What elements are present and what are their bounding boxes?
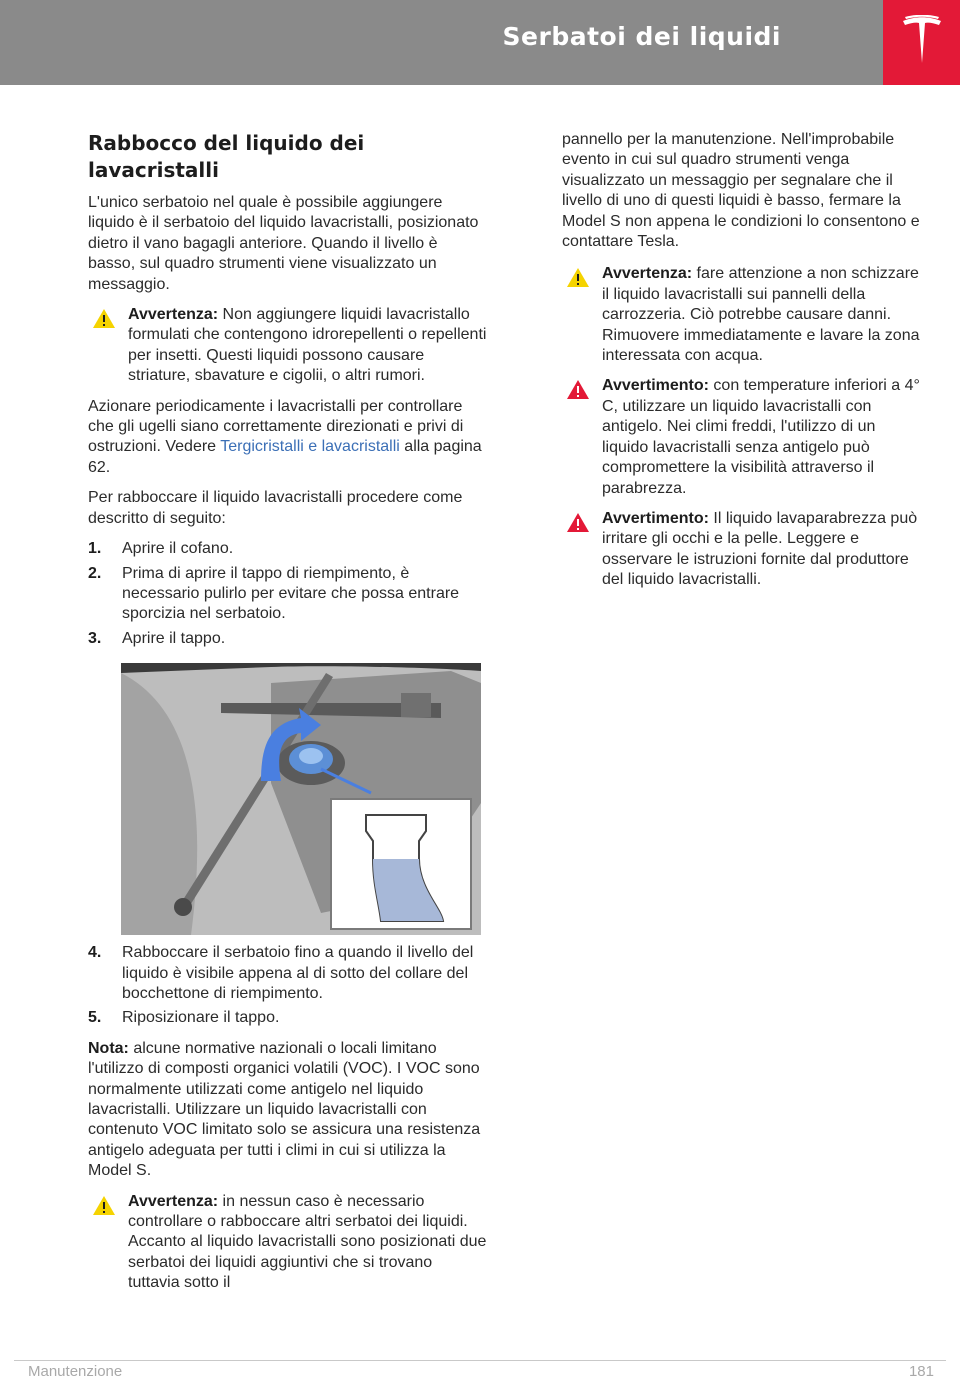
warning-block — [88, 305, 488, 387]
caution-triangle-icon — [566, 512, 590, 533]
step-text: Rabboccare il serbatoio fino a quando il livello del liquido è visibile appena al di sotto del collare del bocchettone di riempimento. — [122, 944, 474, 1002]
caution-block — [562, 376, 922, 498]
check-text: Azionare periodicamente i lavacristalli per controllare che gli ugelli siano correttamente direzionati e privi di ostruzioni. Vedere — [88, 397, 464, 456]
footer-section: Manutenzione — [28, 1363, 123, 1380]
continuation-paragraph: pannello per la manutenzione. Nell'improbabile evento in cui sul quadro strumenti venga visualizzato un messaggio per segnalare che il livello di uno di questi liquidi è basso, fermare la Model S non appena le condizioni lo consentono e contattare Tesla. — [562, 131, 920, 251]
reservoir-illustration — [121, 663, 481, 935]
step-number: 4. — [88, 944, 102, 962]
note-paragraph — [88, 1039, 488, 1182]
wipers-link[interactable]: Tergicristalli e lavacristalli — [220, 438, 400, 456]
warning-triangle-icon — [566, 267, 590, 288]
left-column — [88, 130, 488, 1304]
caution-label: Avvertimento: — [602, 509, 709, 527]
page-number: 181 — [908, 1363, 934, 1380]
caution-triangle-icon — [566, 379, 590, 400]
note-text: alcune normative nazionali o locali limitano l'utilizzo di composti organici volatili (VOC). I VOC sono normalmente utilizzati come antigelo nel liquido lavacristalli. Utilizzare un liquido lavacristalli con contenuto VOC limitato solo se assicura una resistenza antigelo adeguata per tutti i climi in cui si utilizza la Model S. — [88, 1039, 481, 1180]
intro-paragraph: L'unico serbatoio nel quale è possibile aggiungere liquido è il serbatoio del liquido lavacristalli, posizionato dietro il vano bagagli anteriore. Quando il livello è basso, sul quadro strumenti viene visualizzato un messaggio. — [88, 194, 479, 293]
warning-label: Avvertenza: — [128, 306, 219, 324]
check-suffix: alla pagina 62. — [88, 438, 482, 476]
note-label: Nota: — [88, 1039, 129, 1057]
tesla-logo-icon — [901, 15, 943, 67]
step-number: 5. — [88, 1009, 102, 1027]
section-heading: Rabbocco del liquido dei lavacristalli — [88, 131, 365, 182]
step-text: Riposizionare il tappo. — [122, 1009, 280, 1027]
step-item — [88, 943, 488, 1004]
warning-label: Avvertenza: — [128, 1192, 219, 1210]
warning-block — [88, 1192, 488, 1294]
step-item — [88, 629, 488, 649]
step-item — [88, 1008, 488, 1028]
header-bar — [0, 0, 883, 85]
right-column — [562, 130, 922, 601]
page-title: Serbatoi dei liquidi — [502, 22, 781, 51]
step-number: 1. — [88, 540, 102, 558]
step-item — [88, 539, 488, 559]
caution-text: Il liquido lavaparabrezza può irritare gli occhi e la pelle. Leggere e osservare le istruzioni fornite dal produttore del liquido lavacristalli. — [602, 509, 918, 589]
warning-label: Avvertenza: — [602, 265, 693, 283]
footer-divider — [14, 1360, 946, 1361]
check-paragraph — [88, 397, 488, 479]
warning-block — [562, 264, 922, 366]
caution-label: Avvertimento: — [602, 377, 709, 395]
warning-text: fare attenzione a non schizzare il liquido lavacristalli sui pannelli della carrozzeria. Ciò potrebbe causare danni. Rimuovere immediatamente e lavare la zona interessata con acqua. — [602, 265, 920, 365]
warning-triangle-icon — [92, 1195, 116, 1216]
step-text: Prima di aprire il tappo di riempimento, è necessario pulirlo per evitare che possa entrare sporcizia nel serbatoio. — [122, 564, 460, 623]
caution-block — [562, 509, 922, 591]
step-item — [88, 564, 488, 625]
step-number: 3. — [88, 629, 102, 647]
brand-logo-box — [883, 0, 960, 85]
warning-triangle-icon — [92, 308, 116, 329]
procedure-intro: Per rabboccare il liquido lavacristalli procedere come descritto di seguito: — [88, 489, 463, 527]
step-text: Aprire il cofano. — [122, 540, 234, 558]
step-text: Aprire il tappo. — [122, 629, 226, 647]
warning-text: in nessun caso è necessario controllare o rabboccare altri serbatoi dei liquidi. Accanto al liquido lavacristalli sono posizionati due serbatoi dei liquidi aggiuntivi che si trovano tuttavia sotto il — [128, 1192, 487, 1292]
caution-text: con temperature inferiori a 4° C, utilizzare un liquido lavacristalli con antigelo. Nei climi freddi, l'utilizzo di un liquido lavacristalli senza antigelo può compromettere la visibilità attraverso il parabrezza. — [602, 377, 920, 497]
warning-text: Non aggiungere liquidi lavacristallo formulati che contengono idrorepellenti o repellenti per insetti. Questi liquidi possono causare striature, sbavature e cigolii, o altri rumori. — [128, 306, 487, 385]
step-number: 2. — [88, 564, 102, 582]
